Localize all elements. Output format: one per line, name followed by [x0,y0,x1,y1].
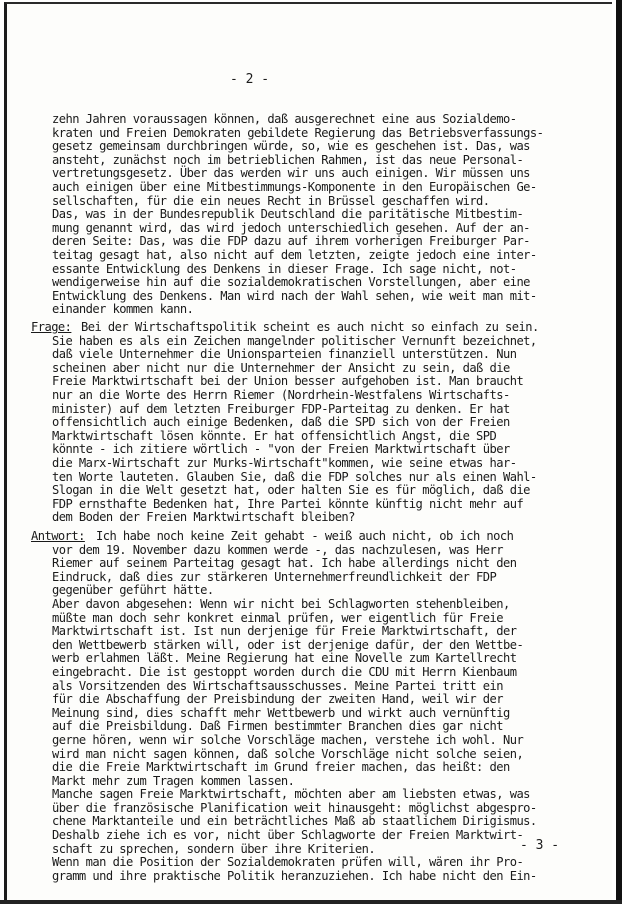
text-line: kraten und Freien Demokraten gebildete Regierung das Betriebsverfassungs- [52,125,544,140]
text-line: auch einigen über eine Mitbestimmungs-Komponente in den Europäischen Ge- [52,179,537,194]
text-line: gesetz gemeinsam durchbringen würde, so, wie es geschehen ist. Das, was [52,139,530,154]
question-label: Frage: [31,320,72,334]
page-number: - 2 - [230,72,270,87]
text-line: mung genannt wird, das wird jedoch unterschiedlich gesehen. Auf der an- [52,220,530,235]
text-line: Slogan in die Welt gesetzt hat, oder halten Sie es für möglich, daß die [52,483,530,498]
text-line: wendigerweise hin auf die sozialdemokratischen Vorstellungen, aber eine [52,275,530,290]
text-line: dem Boden der Freien Marktwirtschaft bleiben? [52,510,355,525]
question-text [52,320,611,525]
text-line: einander kommen kann. [52,302,194,317]
text-line: Manche sagen Freie Marktwirtschaft, möchten aber am liebsten etwas, was [52,787,530,802]
text-line: gerne hören, wenn wir solche Vorschläge machen, verstehe ich wohl. Nur [52,732,524,747]
text-line: die die Freie Marktwirtschaft im Grund freier machen, das heißt: den [52,760,510,775]
text-line: eingebracht. Die ist gestoppt worden durch die CDU mit Herrn Kienbaum [52,664,517,679]
next-page-marker: - 3 - [520,838,560,853]
text-line: essante Entwicklung des Denkens in dieser Frage. Ich sage nicht, not- [52,261,517,276]
text-line: offensichtlich auch einige Bedenken, daß die SPD sich von der Freien [52,415,510,430]
text-line: Bei der Wirtschaftspolitik scheint es auch nicht so einfach zu sein. [81,320,539,334]
text-line: teitag gesagt hat, also nicht auf dem letzten, zeigte jedoch eine inter- [52,247,537,262]
scan-edge-bottom [0,900,622,904]
text-line: Freie Marktwirtschaft bei der Union besser aufgehoben ist. Man braucht [52,374,524,389]
text-line: müßte man doch sehr konkret einmal prüfen, wer eigentlich für Freie [52,610,503,625]
answer-label: Antwort: [31,529,85,543]
text-line: FDP ernsthafte Bedenken hat, Ihre Partei könnte künftig nicht mehr auf [52,496,524,511]
text-line: chene Marktanteile und ein beträchtliches Maß ab staatlichem Dirigismus. [52,814,537,829]
text-line: Deshalb ziehe ich es vor, nicht über Schlagworte der Freien Marktwirt- [52,828,524,843]
text-line: vertretungsgesetz. Über das werden wir uns auch einigen. Wir müssen uns [52,166,530,181]
text-line: gramm und ihre praktische Politik heranzuziehen. Ich habe nicht den Ein- [52,868,537,883]
text-line: Marktwirtschaft lösen könnte. Er hat offensichtlich Angst, die SPD [52,428,497,443]
text-line: Marktwirtschaft ist. Ist nun derjenige für Freie Marktwirtschaft, der [52,624,517,639]
text-line: ten Worte lauteten. Glauben Sie, daß die FDP solches nur als einen Wahl- [52,469,537,484]
text-line: ansteht, zunächst noch im betrieblichen Rahmen, ist das neue Personal- [52,152,524,167]
text-line: Entwicklung des Denkens. Man wird nach der Wahl sehen, wie weit man mit- [52,288,537,303]
paragraph-1 [52,113,604,317]
text-line: Aber davon abgesehen: Wenn wir nicht bei Schlagworten stehenbleiben, [52,596,510,611]
text-line: den Wettbewerb stärken will, oder ist derjenige dafür, der den Wettbe- [52,637,524,652]
text-line: minister) auf dem letzten Freiburger FDP-Parteitag zu denken. Er hat [52,401,510,416]
text-line: wird man nicht sagen können, daß solche Vorschläge nicht solche seien, [52,746,524,761]
text-line: vor dem 19. November dazu kommen werde -, das nachzulesen, was Herr [52,542,503,557]
text-line: gegenüber geführt hätte. [52,583,214,598]
text-line: Eindruck, daß dies zur stärkeren Unternehmerfreundlichkeit der FDP [52,569,497,584]
text-line: die Marx-Wirtschaft zur Murks-Wirtschaft"kommen, wie seine etwas har- [52,455,517,470]
text-line: könnte - ich zitiere wörtlich - "von der Freien Marktwirtschaft über [52,442,510,457]
text-line: schaft zu sprechen, sondern über ihre Kriterien. [52,841,376,856]
text-line: auf die Preisbildung. Daß Firmen bestimmter Branchen dies gar nicht [52,719,503,734]
text-line: Sie haben es als ein Zeichen mangelnder politischer Vernunft bezeichnet, [52,333,537,348]
text-line: Markt mehr zum Tragen kommen lassen. [52,773,295,788]
text-line: über die französische Planification weit hinausgeht: möglichst abgespro- [52,800,537,815]
text-line: daß viele Unternehmer die Unionsparteien finanziell unterstützen. Nun [52,347,517,362]
text-line: Meinung sind, dies schafft mehr Wettbewerb und wirkt auch vernünftig [52,705,510,720]
text-line: deren Seite: Das, was die FDP dazu auf ihrem vorherigen Freiburger Par- [52,234,530,249]
text-line: Wenn man die Position der Sozialdemokraten prüfen will, wären ihr Pro- [52,855,524,870]
text-line: Das, was in der Bundesrepublik Deutschland die paritätische Mitbestim- [52,207,524,222]
text-line: nur an die Worte des Herrn Riemer (Nordrhein-Westfalens Wirtschafts- [52,387,510,402]
text-line: als Vorsitzenden des Wirtschaftsausschusses. Meine Partei tritt ein [52,678,503,693]
text-line: für die Abschaffung der Preisbindung der zweiten Hand, weil wir der [52,692,503,707]
text-line: Ich habe noch keine Zeit gehabt - weiß auch nicht, ob ich noch [96,529,514,543]
text-line: sellschaften, für die ein neues Recht in Brüssel geschaffen wird. [52,193,490,208]
text-line: Riemer auf seinem Parteitag gesagt hat. Ich habe allerdings nicht den [52,556,517,571]
text-line: zehn Jahren voraussagen können, daß ausgerechnet eine aus Sozialdemo- [52,112,517,126]
scan-edge-right [616,0,622,904]
text-line: werb erlahmen läßt. Meine Regierung hat eine Novelle zum Kartellrecht [52,651,517,666]
text-line: scheinen aber nicht nur die Unternehmer der Ansicht zu sein, daß die [52,360,510,375]
